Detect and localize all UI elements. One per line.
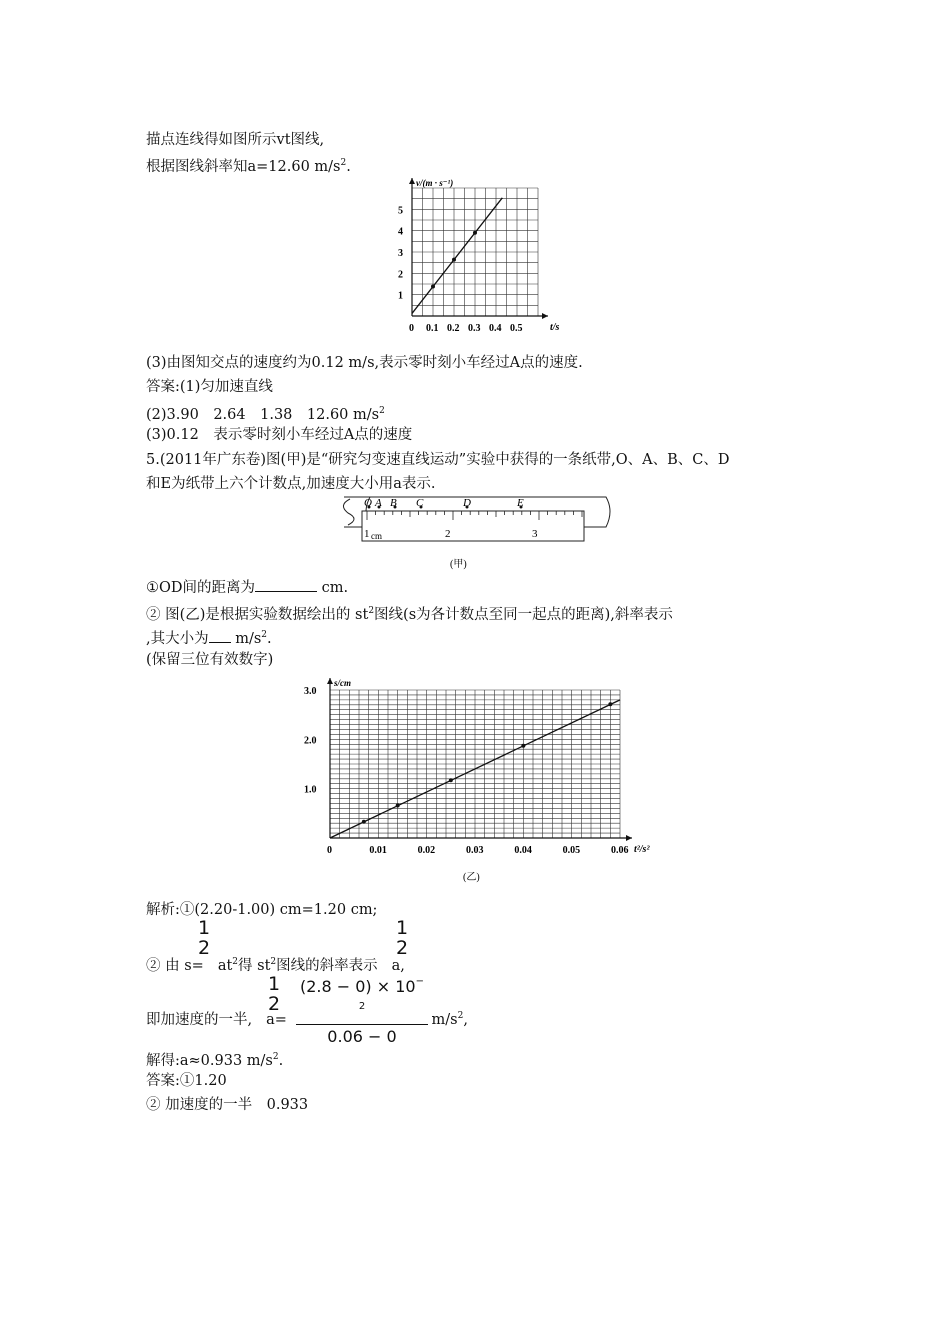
x-tick-label: 0 <box>327 845 332 856</box>
data-point <box>608 702 612 706</box>
ruler-label-3: 3 <box>532 528 538 540</box>
x-tick-label: 0.03 <box>466 845 484 856</box>
y-tick-label: 5 <box>398 205 403 217</box>
x-tick-label: 0.04 <box>514 845 532 856</box>
vt-graph <box>390 170 560 332</box>
data-point <box>521 744 525 748</box>
y-tick-label: 2 <box>398 269 403 281</box>
paper-tape-figure <box>330 493 620 573</box>
tape-label-o: O <box>364 497 372 509</box>
text-line: ② 加速度的一半 0.933 <box>146 1097 309 1113</box>
text-line: 答案:(1)匀加速直线 <box>146 379 273 395</box>
ruler-body <box>362 511 584 541</box>
tape-label-b: B <box>390 497 397 509</box>
x-axis-label: t²/s² <box>634 844 650 855</box>
text-line: (3)0.12 表示零时刻小车经过A点的速度 <box>146 427 413 443</box>
x-axis-arrow <box>626 835 632 841</box>
x-tick-label: 0 <box>409 323 414 332</box>
ruler-label-1: 1 <box>364 528 370 540</box>
data-point <box>396 803 400 807</box>
text-line: 根据图线斜率知a=12.60 $m/s^2$. <box>146 158 351 175</box>
x-tick-label: 0.1 <box>426 323 439 332</box>
text-line: 答案:①1.20 <box>146 1073 227 1089</box>
y-tick-label: 3 <box>398 248 403 259</box>
text-line: ② 图(乙)是根据实验数据绘出的 $st^2$图线(s为各计数点至同一起点的距离),斜率表示 <box>146 606 673 623</box>
y-tick-label: 3.0 <box>304 686 317 697</box>
x-tick-label: 0.3 <box>468 323 481 332</box>
text-line: 解得:a≈0.933 $m/s^2$. <box>146 1052 284 1069</box>
y-axis-arrow <box>409 178 415 184</box>
figure-caption-yi: (乙) <box>463 872 480 883</box>
text-line: 和E为纸带上六个计数点,加速度大小用a表示. <box>146 476 436 492</box>
fraction-one-half: 1 2 <box>395 917 409 959</box>
y-tick-label: 1 <box>398 290 403 302</box>
x-tick-label: 0.4 <box>489 323 502 332</box>
x-tick-label: 0.06 <box>611 845 629 856</box>
y-axis-label: v/(m · s⁻¹) <box>416 178 454 188</box>
text-line: (保留三位有效数字) <box>146 652 274 668</box>
y-axis-arrow <box>327 678 333 684</box>
y-tick-label: 4 <box>398 226 403 238</box>
text-line: ② 由 $s= at^2$得 $st^2$图线的斜率表示 a, <box>146 957 405 974</box>
slope-fraction: $(2.8 - 0) \times 10^{- 2}$ 0.06 − 0 <box>296 972 428 1047</box>
text-line: 解析:①(2.20-1.00) cm=1.20 cm; <box>146 902 378 918</box>
tape-label-d: D <box>463 497 471 509</box>
ruler-label-2: 2 <box>445 528 451 540</box>
x-tick-label: 0.2 <box>447 323 460 332</box>
text-line: ,其大小为 $m/s^2$. <box>146 630 272 647</box>
data-point <box>473 231 477 235</box>
x-tick-label: 0.02 <box>417 845 436 856</box>
answer-blank <box>255 577 317 592</box>
answer-blank <box>209 628 231 643</box>
text-line: ①OD间的距离为 cm. <box>146 577 348 598</box>
figure-caption-jia: (甲) <box>450 559 467 570</box>
x-tick-label: 0.01 <box>369 845 387 856</box>
fit-line <box>412 198 502 314</box>
y-axis-label: s/cm <box>334 678 351 688</box>
ruler-label-cm: cm <box>371 531 382 541</box>
x-axis-arrow <box>542 313 548 319</box>
data-point <box>449 778 453 782</box>
text-line: (2)3.90 2.64 1.38 12.60 $m/s^2$ <box>146 406 385 423</box>
fraction-one-half: 1 2 <box>197 917 211 959</box>
tape-label-a: A <box>375 497 382 509</box>
x-tick-label: 0.05 <box>562 845 581 856</box>
tape-left-curl <box>343 499 354 525</box>
tape-label-c: C <box>416 497 424 509</box>
x-axis-label: t/s <box>550 322 560 332</box>
y-tick-label: 1.0 <box>304 784 317 796</box>
text-line: 即加速度的一半, $a= m/s^2$, <box>146 1011 468 1028</box>
x-tick-label: 0.5 <box>510 323 523 332</box>
tape-label-e: E <box>517 497 524 509</box>
data-point <box>452 258 456 262</box>
data-point <box>362 820 366 824</box>
y-tick-label: 2.0 <box>304 735 317 747</box>
data-point <box>431 285 435 289</box>
text-line: (3)由图知交点的速度约为0.12 m/s,表示零时刻小车经过A点的速度. <box>146 355 583 371</box>
text-line: 5.(2011年广东卷)图(甲)是“研究匀变速直线运动”实验中获得的一条纸带,O、A、B、C、D <box>146 452 730 468</box>
fraction-one-half: 1 2 <box>267 973 281 1015</box>
s-t2-graph <box>295 668 660 883</box>
text-line: 描点连线得如图所示vt图线, <box>146 132 325 148</box>
